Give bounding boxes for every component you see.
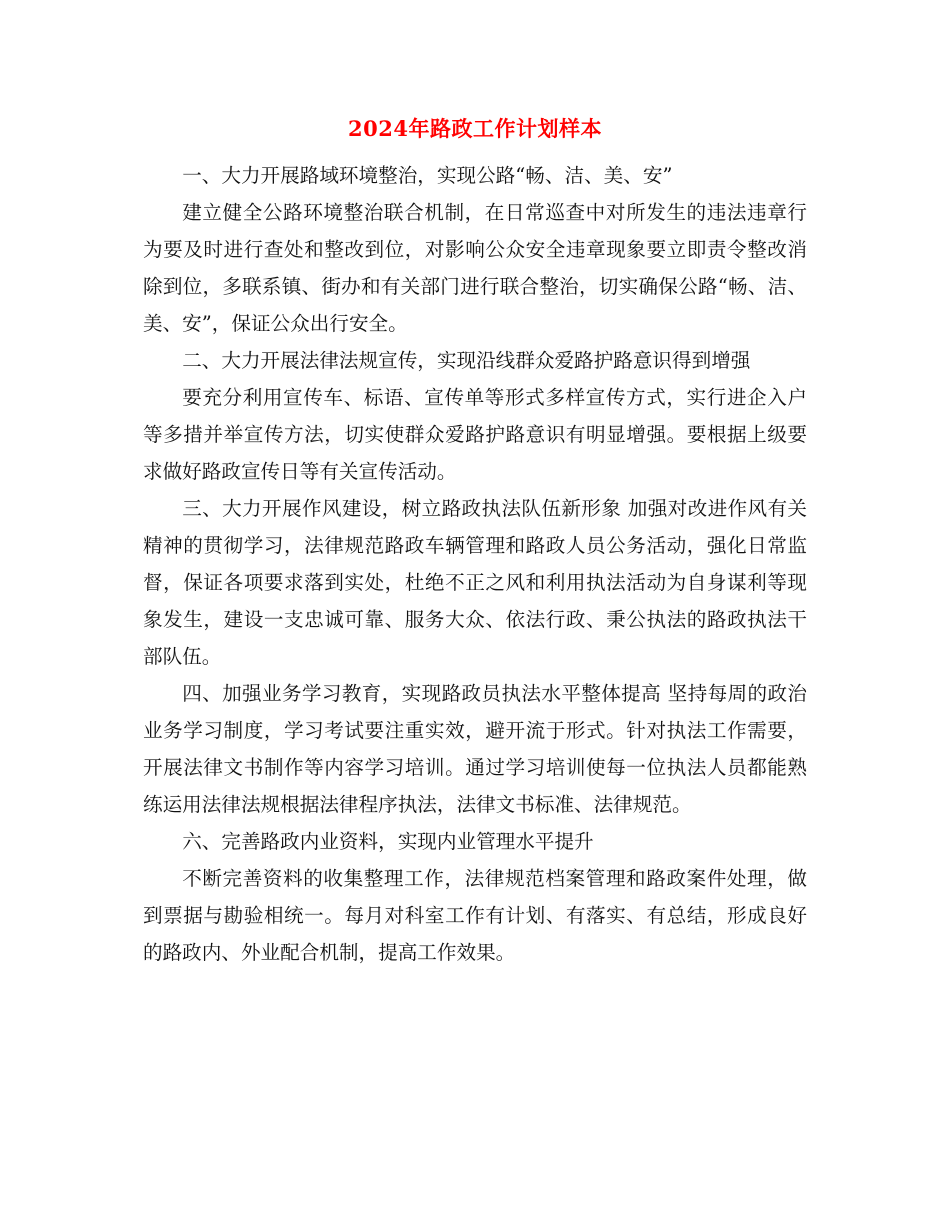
paragraph-2: 要充分利用宣传车、标语、宣传单等形式多样宣传方式，实行进企入户等多措并举宣传方法，切实使群众爱路护路意识有明显增强。要根据上级要求做好路政宣传日等有关宣传活动。 (143, 386, 807, 483)
section-heading-1: 一、大力开展路域环境整治，实现公路“畅、洁、美、安” (182, 164, 673, 187)
section-heading-6: 六、完善路政内业资料，实现内业管理水平提升 (182, 830, 594, 853)
paragraph-3: 三、大力开展作风建设，树立路政执法队伍新形象 加强对改进作风有关精神的贯彻学习，法律规范路政车辆管理和路政人员公务活动，强化日常监督，保证各项要求落到实处，杜绝不正之风和利用执法活动为自身谋利等现象发生，建设一支忠诚可靠、服务大众、依法行政、秉公执法的路政执法干部队伍。 (143, 497, 807, 668)
paragraph-6: 不断完善资料的收集整理工作，法律规范档案管理和路政案件处理，做到票据与勘验相统一。每月对科室工作有计划、有落实、有总结，形成良好的路政内、外业配合机制，提高工作效果。 (143, 867, 807, 964)
document-body (143, 157, 807, 971)
paragraph-1: 建立健全公路环境整治联合机制，在日常巡查中对所发生的违法违章行为要及时进行查处和整改到位，对影响公众安全违章现象要立即责令整改消除到位，多联系镇、街办和有关部门进行联合整治，切实确保公路“畅、洁、美、安”，保证公众出行安全。 (143, 201, 807, 335)
paragraph-4: 四、加强业务学习教育，实现路政员执法水平整体提高 坚持每周的政治业务学习制度，学习考试要注重实效，避开流于形式。针对执法工作需要，开展法律文书制作等内容学习培训。通过学习培训使每一位执法人员都能熟练运用法律法规根据法律程序执法，法律文书标准、法律规范。 (143, 682, 807, 816)
section-heading-2: 二、大力开展法律法规宣传，实现沿线群众爱路护路意识得到增强 (182, 349, 751, 372)
document-title: 2024年路政工作计划样本 (348, 116, 602, 141)
